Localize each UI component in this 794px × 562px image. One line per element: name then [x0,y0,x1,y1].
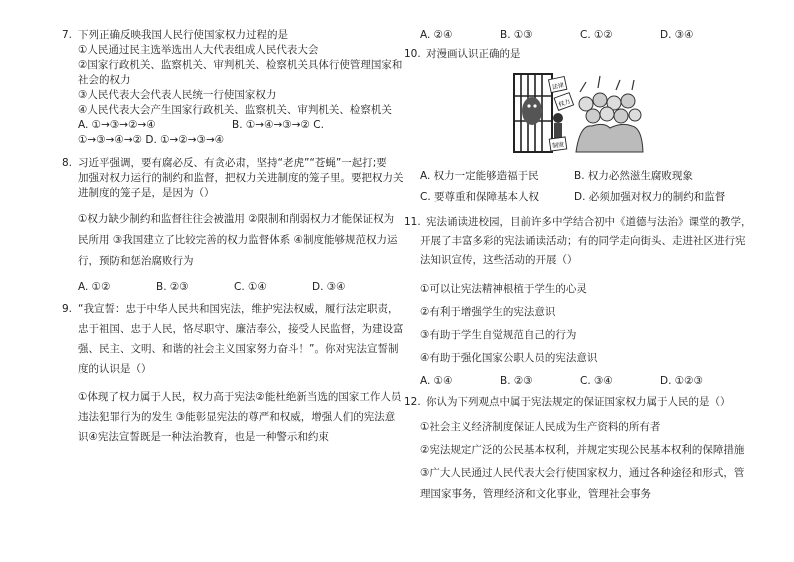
question-stem-line: 宪法诵读进校园，目前许多中学结合初中《道德与法治》课堂的教学， [426,216,752,228]
statement: 识④宪法宣誓既是一种法治教育，也是一种警示和约束 [78,431,329,443]
label-sign [549,137,567,151]
label-sign [549,77,567,93]
question-8 [62,156,404,295]
question-stem-line: 法知识宣传，这些活动的开展（） [420,254,578,266]
option-a: A. ①→③→②→④ [78,119,156,131]
question-stem-line: 习近平强调，要有腐必反、有贪必肃，坚持“老虎”“苍蝇”一起打;要 [78,157,387,169]
question-11 [404,213,776,389]
question-9 [62,299,404,447]
option-b: B. ①③ [500,29,533,41]
option-c: C. ①④ [234,281,267,293]
svg-text:权力: 权力 [557,98,572,109]
question-stem-line: 进制度的笼子是，是因为（） [78,187,215,199]
question-stem-line: 忠于祖国、忠于人民，恪尽职守、廉洁奉公，接受人民监督，为建设富 [78,323,404,335]
statement: ①社会主义经济制度保证人民成为生产资料的所有者 [420,421,661,433]
option-b: B. ②③ [156,281,189,293]
right-column [404,28,776,504]
option-a: A. ①② [78,281,111,293]
option-d: D. ①②③ [660,375,703,387]
option-d: D. ③④ [312,281,346,293]
question-stem-line: 度的认识是（） [78,363,152,375]
question-number: 11. [404,216,421,228]
question-stem: 下列正确反映我国人民行使国家权力过程的是 [78,29,288,41]
question-stem: 你认为下列观点中属于宪法规定的保证国家权力属于人民的是（） [426,396,731,408]
statement: ①体现了权力属于人民，权力高于宪法②能杜绝新当选的国家工作人员 [78,391,402,403]
option-d: D. 必须加强对权力的制约和监督 [574,191,726,203]
question-stem-line: “我宣誓：忠于中华人民共和国宪法，维护宪法权威，履行法定职责， [78,303,399,315]
statement: ①人民通过民主选举选出人大代表组成人民代表大会 [78,44,319,56]
question-number: 7. [62,29,73,41]
option-d: D. ③④ [660,29,694,41]
question-9-options [404,28,776,43]
statement: ③有助于学生自觉规范自己的行为 [420,329,577,341]
option-b: B. ②③ [500,375,533,387]
option-b: B. ①→④→③→② C. [232,119,324,131]
statement: 理国家事务，管理经济和文化事业，管理社会事务 [420,488,651,500]
statement: ④人民代表大会产生国家行政机关、监察机关、审判机关、检察机关 [78,104,392,116]
statement: 民所用 ③我国建立了比较完善的权力监督体系 ④制度能够规范权力运 [78,234,398,246]
option-c: C. ①② [580,29,613,41]
question-stem: 对漫画认识正确的是 [426,48,521,60]
label-sign [554,93,573,111]
option-c: C. ③④ [580,375,613,387]
svg-text:制度: 制度 [551,141,565,150]
cartoon-image [494,66,644,158]
question-stem-line: 开展了丰富多彩的宪法诵读活动；有的同学走向街头、走进社区进行宪 [420,235,746,247]
question-12 [404,393,776,504]
option-a: A. ②④ [420,29,453,41]
statement: 社会的权力 [78,74,131,86]
statement: ③人民代表大会代表人民统一行使国家权力 [78,89,277,101]
question-stem-line: 加强对权力运行的制约和监督，把权力关进制度的笼子里。要把权力关 [78,172,404,184]
statement: ②有利于增强学生的宪法意识 [420,306,556,318]
option-c: C. 要尊重和保障基本人权 [420,191,540,203]
question-number: 9. [62,303,73,315]
statement: 行，预防和惩治腐败行为 [78,255,194,267]
statement: 违法犯罪行为的发生 ③能彰显宪法的尊严和权威，增强人们的宪法意 [78,411,396,423]
statement: ②宪法规定广泛的公民基本权利，并规定实现公民基本权利的保障措施 [420,444,745,456]
crowd-figures [576,76,643,152]
question-number: 10. [404,48,421,60]
statement: ③广大人民通过人民代表大会行使国家权力，通过各种途径和形式，管 [420,467,745,479]
question-7 [62,28,403,148]
option-a: A. 权力一定能够造福于民 [420,170,539,182]
statement: ①可以让宪法精神根植于学生的心灵 [420,283,587,295]
question-number: 12. [404,396,421,408]
question-10 [404,47,776,205]
monster-figure [522,97,542,125]
person-figure [553,113,563,123]
question-stem-line: 强、民主、文明、和谐的社会主义国家努力奋斗！”。你对宪法宣誓制 [78,343,399,355]
left-column [62,28,404,447]
statement: ①权力缺少制约和监督往往会被滥用 ②限制和削弱权力才能保证权为 [78,213,395,225]
statement: ②国家行政机关、监察机关、审判机关、检察机关具体行使管理国家和 [78,59,403,71]
option-b: B. 权力必然滋生腐败现象 [574,170,693,182]
svg-text:法律: 法律 [551,81,565,92]
statement: ④有助于强化国家公职人员的宪法意识 [420,352,598,364]
question-number: 8. [62,157,73,169]
option-c-d: ①→③→④→② D. ①→②→③→④ [78,134,225,146]
option-a: A. ①④ [420,375,453,387]
